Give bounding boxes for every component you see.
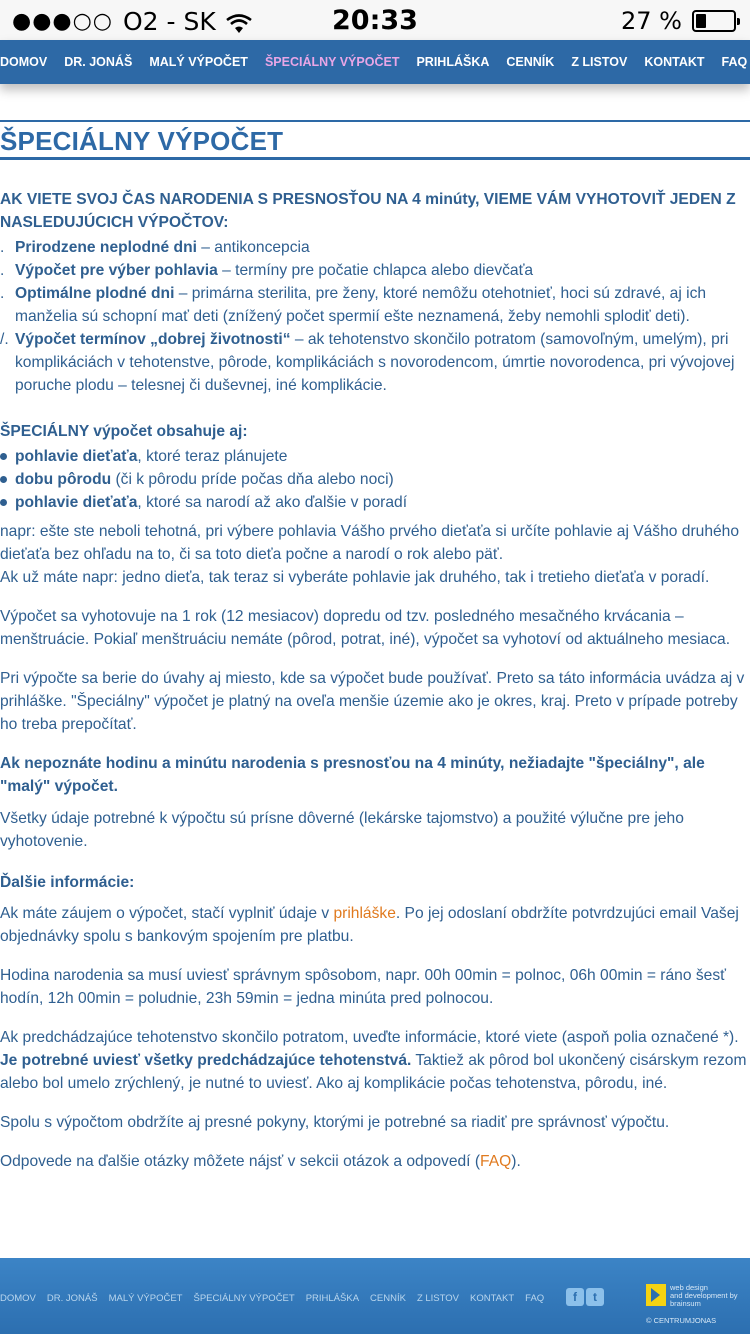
copyright: © CENTRUMJONAS — [646, 1316, 717, 1325]
pregnancy-text-a: Ak predchádzajúce tehotenstvo skončilo potratom, uveďte informácie, ktoré viete (aspoň polia označené *). — [0, 1029, 739, 1046]
nav-item-6[interactable]: Z LISTOV — [571, 55, 628, 69]
list-item-text: – termíny pre počatie chlapca alebo dievčaťa — [217, 262, 534, 279]
nav-item-7[interactable]: KONTAKT — [644, 55, 705, 69]
list-item-text: – primárna sterilita, pre ženy, ktoré nemôžu otehotnieť, hoci sú zdravé, aj ich manželia sú schopní mať deti (znížený počet spermií ešte neznamená, žeby nemohli splodiť deti). — [15, 285, 707, 325]
faq-text-a: Odpovede na ďalšie otázky môžete nájsť v sekcii otázok a odpovedí ( — [0, 1153, 481, 1170]
birth-hour-paragraph: Hodina narodenia sa musí uviesť správnym spôsobom, napr. 00h 00min = polnoc, 06h 00min = ráno šesť hodín, 12h 00min = poludnie, 23h 59min = jedna minúta pred polnocou. — [0, 967, 726, 1007]
main-content — [0, 120, 750, 1173]
social-links — [566, 1288, 604, 1306]
battery-percent: 27 % — [621, 7, 682, 35]
bullet-title: pohlavie dieťaťa — [15, 494, 138, 511]
intro-text: AK VIETE SVOJ ČAS NARODENIA S PRESNOSŤOU NA 4 minúty, VIEME VÁM VYHOTOVIŤ JEDEN Z NASLEDUJÚCICH VÝPOČTOV: — [0, 191, 736, 231]
footer-navigation — [0, 1293, 555, 1304]
more-info-title: Ďalšie informácie: — [0, 874, 135, 891]
battery-fill — [696, 14, 706, 28]
instructions-paragraph: Spolu s výpočtom obdržíte aj presné pokyny, ktorými je potrebné sa riadiť pre správnosť výpočtu. — [0, 1114, 670, 1131]
bullet-title: dobu pôrodu — [15, 471, 112, 488]
nav-item-1[interactable]: DR. JONÁŠ — [64, 55, 133, 69]
brand-text — [670, 1284, 750, 1308]
includes-list — [0, 445, 750, 514]
footer-nav-item-8[interactable]: FAQ — [525, 1293, 545, 1304]
footer-nav-item-6[interactable]: Z LISTOV — [416, 1293, 459, 1304]
pregnancy-paragraph — [0, 1026, 750, 1095]
top-navigation — [0, 40, 750, 84]
list-number: . — [0, 262, 5, 279]
title-bar — [0, 120, 750, 160]
nav-item-2[interactable]: MALÝ VÝPOČET — [149, 55, 248, 69]
nav-item-3[interactable]: ŠPECIÁLNY VÝPOČET — [264, 55, 400, 69]
list-item-title: Prirodzene neplodné dni — [15, 239, 197, 256]
application-link[interactable]: prihláške — [333, 905, 396, 922]
faq-link[interactable]: FAQ — [480, 1153, 512, 1170]
list-item — [0, 259, 750, 282]
application-paragraph — [0, 902, 750, 948]
list-item — [0, 328, 750, 397]
bullet-title: pohlavie dieťaťa — [15, 448, 138, 465]
list-number: . — [0, 239, 5, 256]
bullet-item — [0, 445, 750, 468]
list-item-title: Výpočet pre výber pohlavia — [15, 262, 218, 279]
list-number: /. — [0, 331, 9, 348]
footer — [0, 1258, 750, 1334]
pregnancy-text-b: Taktiež ak pôrod bol ukončený cisárskym rezom alebo bol umelo zrýchlený, je nutné to uviesť. Ako aj komplikácie počas tehotenstva, pôrodu, iné. — [0, 1052, 747, 1092]
application-text-a: Ak máte záujem o výpočet, stačí vyplniť údaje v — [0, 905, 334, 922]
bullet-text: , ktoré teraz plánujete — [137, 448, 288, 465]
footer-nav-item-7[interactable]: KONTAKT — [470, 1293, 515, 1304]
footer-nav-item-3[interactable]: ŠPECIÁLNY VÝPOČET — [193, 1293, 295, 1304]
pregnancy-text-bold: Je potrebné uviesť všetky predchádzajúce tehotenstvá. — [0, 1052, 412, 1069]
list-item-text: – antikoncepcia — [196, 239, 310, 256]
brand-line-2: and development by — [670, 1291, 738, 1300]
footer-nav-item-0[interactable]: DOMOV — [0, 1293, 36, 1304]
list-item-title: Výpočet termínov „dobrej životnosti“ — [15, 331, 291, 348]
brand-line-1: web design — [670, 1283, 708, 1292]
footer-nav-item-1[interactable]: DR. JONÁŠ — [46, 1293, 98, 1304]
footer-nav-item-2[interactable]: MALÝ VÝPOČET — [108, 1293, 183, 1304]
faq-paragraph — [0, 1150, 750, 1173]
bullet-text: , ktoré sa narodí až ako ďalšie v poradí — [137, 494, 408, 511]
list-item — [0, 236, 750, 259]
location-paragraph: Pri výpočte sa berie do úvahy aj miesto, kde sa výpočet bude používať. Preto sa táto informácia uvádza aj v prihláške. "Špeciálny" výpočet je platný na oveľa menšie územie ako je okres, kraj. Preto v prípade potreby ho treba prepočítať. — [0, 670, 745, 733]
brainsum-logo-icon — [646, 1284, 666, 1306]
list-item — [0, 282, 750, 328]
list-item-text: – ak tehotenstvo skončilo potratom (samovoľným, umelým), pri komplikáciách v tehotenstve, pôrode, komplikáciách s novorodencom, úmrtie novorodenca, pri vývojovej poruche plodu – telesnej či duševnej, iné komplikácie. — [15, 331, 735, 394]
application-text-b: . Po jej odoslaní obdržíte potvrdzujúci email Vašej objednávky spolu s bankovým spojením pre platbu. — [0, 905, 739, 945]
signal-strength-icon: ●●●○○ — [12, 9, 113, 34]
footer-nav-item-5[interactable]: CENNÍK — [370, 1293, 406, 1304]
bullet-item — [0, 491, 750, 514]
twitter-icon[interactable]: t — [586, 1288, 604, 1306]
bullet-item — [0, 468, 750, 491]
example-text-1: napr: ešte ste neboli tehotná, pri výbere pohlavia Vášho prvého dieťaťa si určíte pohlavie aj Vášho druhého dieťaťa bez ohľadu na to, či sa toto dieťa počne a narodí o rok alebo päť. — [0, 523, 740, 563]
example-text-2: Ak už máte napr: jedno dieťa, tak teraz si vyberáte pohlavie jak druhého, tak i tretieho dieťaťa v poradí. — [0, 569, 710, 586]
carrier-name: O2 - SK — [122, 7, 216, 36]
footer-nav-item-4[interactable]: PRIHLÁŠKA — [305, 1293, 360, 1304]
privacy-paragraph: Všetky údaje potrebné k výpočtu sú prísne dôverné (lekárske tajomstvo) a použité výlučne pre jeho vyhotovenie. — [0, 810, 684, 850]
page-title: ŠPECIÁLNY VÝPOČET — [0, 126, 284, 156]
nav-item-5[interactable]: CENNÍK — [506, 55, 555, 69]
list-item-title: Optimálne plodné dni — [15, 285, 175, 302]
bullet-text: (či k pôrodu príde počas dňa alebo noci) — [111, 471, 394, 488]
clock: 20:33 — [332, 5, 418, 36]
nav-item-4[interactable]: PRIHLÁŠKA — [416, 55, 490, 69]
brainsum-credit[interactable] — [646, 1284, 750, 1308]
calculation-list — [0, 236, 750, 397]
brand-line-3: brainsum — [670, 1299, 701, 1308]
nav-item-8[interactable]: FAQ — [721, 55, 748, 69]
nav-item-0[interactable]: DOMOV — [0, 55, 48, 69]
list-number: . — [0, 285, 5, 302]
warning-paragraph: Ak nepoznáte hodinu a minútu narodenia s presnosťou na 4 minúty, nežiadajte "špeciálny", ale "malý" výpočet. — [0, 755, 705, 795]
battery-icon — [692, 10, 736, 32]
includes-title: ŠPECIÁLNY výpočet obsahuje aj: — [0, 423, 248, 440]
status-bar — [0, 0, 750, 40]
faq-text-b: ). — [511, 1153, 521, 1170]
period-paragraph: Výpočet sa vyhotovuje na 1 rok (12 mesiacov) dopredu od tzv. posledného mesačného krvácania – menštruácie. Pokiaľ menštruáciu nemáte (pôrod, potrat, iné), výpočet sa vyhotoví od aktuálneho mesiaca. — [0, 608, 731, 648]
status-right — [621, 7, 736, 35]
facebook-icon[interactable]: f — [566, 1288, 584, 1306]
